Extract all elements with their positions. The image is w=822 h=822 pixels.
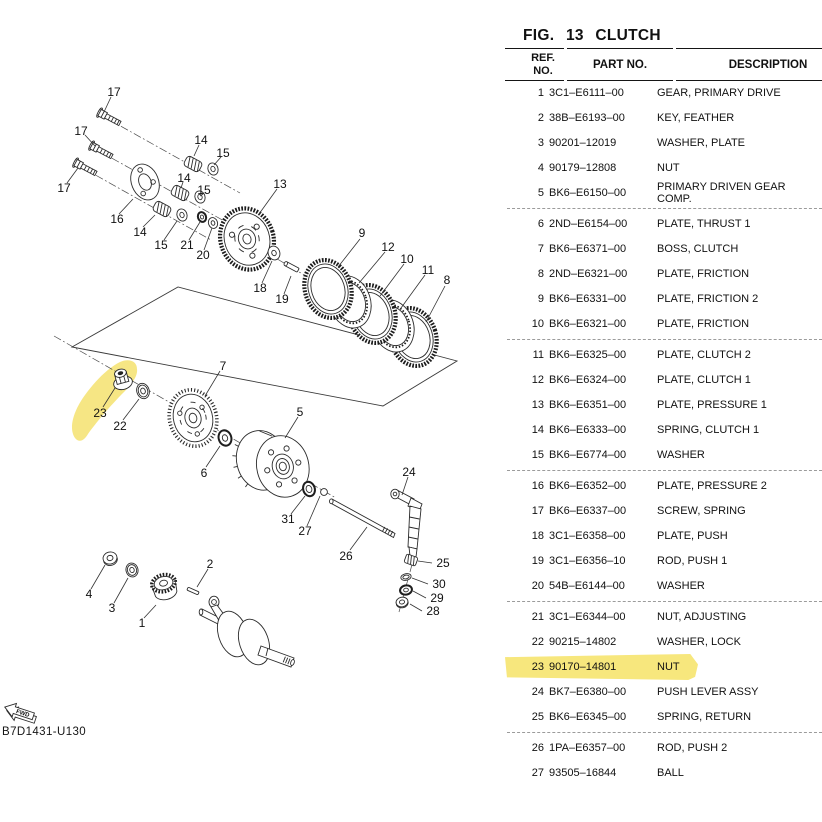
cell-description: PRIMARY DRIVEN GEAR COMP.: [657, 180, 786, 205]
cell-ref-no: 19: [531, 554, 544, 567]
cell-part-no: 2ND–E6321–00: [549, 267, 628, 280]
cell-ref-no: 21: [531, 610, 544, 623]
diagram-callout-27: 27: [298, 524, 312, 539]
table-row: [505, 105, 822, 130]
fwd-arrow-label: FWD: [15, 709, 30, 719]
cell-part-no: BK6–E6337–00: [549, 504, 627, 517]
cell-description: PLATE, PRESSURE 1: [657, 398, 767, 411]
diagram-callout-26: 26: [339, 549, 353, 564]
diagram-callout-12: 12: [381, 240, 395, 255]
cell-part-no: 2ND–E6154–00: [549, 217, 628, 230]
cell-description: NUT, ADJUSTING: [657, 610, 747, 623]
axis-lines: [54, 119, 416, 612]
table-row: [505, 367, 822, 392]
diagram-callout-14: 14: [194, 133, 208, 148]
diagram-callout-25: 25: [436, 556, 450, 571]
table-row: [505, 261, 822, 286]
table-row: [505, 130, 822, 155]
diagram-callout-14: 14: [177, 171, 191, 186]
table-row: [505, 548, 822, 573]
plate-16: [126, 160, 165, 204]
cell-ref-no: 24: [531, 685, 544, 698]
cell-part-no: 90215–14802: [549, 635, 617, 648]
washer-15-a: [206, 161, 220, 176]
cell-part-no: BK6–E6351–00: [549, 398, 627, 411]
cell-ref-no: 1: [537, 86, 544, 99]
cell-part-no: BK6–E6321–00: [549, 317, 627, 330]
cell-description: WASHER: [657, 448, 705, 461]
table-row: [505, 417, 822, 442]
cell-part-no: BK6–E6371–00: [549, 242, 627, 255]
cell-part-no: 3C1–E6358–00: [549, 529, 626, 542]
o-ring-30: [400, 573, 412, 582]
diagram-callout-23: 23: [93, 406, 107, 421]
diagram-callout-30: 30: [432, 577, 446, 592]
diagram-callout-15: 15: [197, 183, 211, 198]
cell-part-no: BK6–E6774–00: [549, 448, 627, 461]
highlight-blob: [72, 360, 137, 441]
cell-part-no: BK6–E6325–00: [549, 348, 627, 361]
cell-ref-no: 10: [531, 317, 544, 330]
table-body: [505, 80, 822, 785]
diagram-callout-28: 28: [426, 604, 440, 619]
table-row: [505, 498, 822, 523]
cell-description: BOSS, CLUTCH: [657, 242, 739, 255]
cell-description: PLATE, CLUTCH 2: [657, 348, 751, 361]
table-row: [505, 155, 822, 180]
table-row: [505, 604, 822, 629]
cell-description: PLATE, FRICTION 2: [657, 292, 759, 305]
cell-part-no: BK6–E6333–00: [549, 423, 627, 436]
header-description: DESCRIPTION: [676, 48, 822, 81]
cell-ref-no: 25: [531, 710, 544, 723]
cell-ref-no: 16: [531, 479, 544, 492]
cell-ref-no: 17: [531, 504, 544, 517]
cell-description: BALL: [657, 766, 684, 779]
cell-part-no: BK6–E6150–00: [549, 186, 627, 199]
push-lever-24: [391, 489, 422, 557]
cell-part-no: 38B–E6193–00: [549, 111, 625, 124]
cell-description: NUT: [657, 161, 680, 174]
cell-ref-no: 18: [531, 529, 544, 542]
table-row: [505, 704, 822, 729]
cell-description: WASHER: [657, 579, 705, 592]
header-part-no: PART NO.: [567, 48, 673, 81]
bolt-17-b: [88, 140, 115, 161]
diagram-callout-17: 17: [107, 85, 121, 100]
primary-drive-gear-1: [150, 572, 179, 602]
cell-ref-no: 23: [531, 660, 544, 673]
feather-key-2: [187, 587, 199, 595]
cell-description: KEY, FEATHER: [657, 111, 735, 124]
cell-description: PLATE, FRICTION: [657, 267, 750, 280]
cell-ref-no: 4: [537, 161, 544, 174]
table-row: [505, 523, 822, 548]
cell-ref-no: 27: [531, 766, 544, 779]
table-row: [505, 342, 822, 367]
ball-27: [321, 489, 328, 496]
cell-description: PLATE, CLUTCH 1: [657, 373, 751, 386]
cell-part-no: 90179–12808: [549, 161, 617, 174]
diagram-callout-4: 4: [85, 587, 93, 602]
table-row: [505, 679, 822, 704]
cell-ref-no: 15: [531, 448, 544, 461]
cell-description: WASHER, LOCK: [657, 635, 741, 648]
diagram-callout-29: 29: [430, 591, 444, 606]
cell-ref-no: 14: [531, 423, 544, 436]
leader-lines: [67, 97, 445, 618]
cell-ref-no: 5: [537, 186, 544, 199]
table-row: [505, 286, 822, 311]
diagram-callout-16: 16: [110, 212, 124, 227]
diagram-callout-11: 11: [421, 263, 435, 278]
diagram-callout-3: 3: [108, 601, 116, 616]
cell-ref-no: 22: [531, 635, 544, 648]
header-ref-no: REF. NO.: [505, 48, 564, 81]
spring-14-a: [183, 155, 203, 173]
cell-description: SCREW, SPRING: [657, 504, 746, 517]
bolt-17-c: [72, 157, 99, 178]
diagram-callout-18: 18: [253, 281, 267, 296]
diagram-callout-13: 13: [273, 177, 287, 192]
cell-ref-no: 26: [531, 741, 544, 754]
cell-ref-no: 7: [537, 242, 544, 255]
cell-ref-no: 3: [537, 136, 544, 149]
drawing-code: B7D1431-U130: [2, 726, 87, 738]
diagram-callout-15: 15: [154, 238, 168, 253]
nut-21: [197, 211, 208, 223]
cell-part-no: BK6–E6324–00: [549, 373, 627, 386]
cell-description: PUSH LEVER ASSY: [657, 685, 759, 698]
diagram-callout-24: 24: [402, 465, 416, 480]
diagram-callout-21: 21: [180, 238, 194, 253]
cell-part-no: 3C1–E6111–00: [549, 86, 624, 99]
diagram-callout-2: 2: [206, 557, 214, 572]
table-row: [505, 392, 822, 417]
diagram-callout-6: 6: [200, 466, 208, 481]
cell-part-no: BK6–E6345–00: [549, 710, 627, 723]
cell-part-no: BK6–E6352–00: [549, 479, 627, 492]
diagram-callout-5: 5: [296, 405, 304, 420]
washer-20: [207, 216, 219, 229]
table-row: [505, 442, 822, 467]
table-row: [505, 211, 822, 236]
nut-28: [395, 596, 409, 609]
table-row: [505, 236, 822, 261]
cell-description: ROD, PUSH 2: [657, 741, 728, 754]
cell-ref-no: 6: [537, 217, 544, 230]
cell-ref-no: 9: [537, 292, 544, 305]
cell-part-no: 93505–16844: [549, 766, 617, 779]
table-row: [505, 735, 822, 760]
plate-washer-3: [124, 562, 139, 579]
crankshaft: [199, 596, 295, 669]
cell-ref-no: 8: [537, 267, 544, 280]
spring-14-b: [170, 184, 190, 202]
cell-part-no: 54B–E6144–00: [549, 579, 625, 592]
thrust-plate-6: [217, 429, 234, 448]
cell-description: PLATE, FRICTION: [657, 317, 750, 330]
callout-labels: [57, 85, 450, 630]
table-row: [505, 80, 822, 105]
table-row: [505, 180, 822, 205]
diagram-callout-19: 19: [275, 292, 289, 307]
cell-description: GEAR, PRIMARY DRIVE: [657, 86, 781, 99]
diagram-callout-1: 1: [138, 616, 146, 631]
fwd-arrow-icon: [2, 700, 39, 726]
cell-description: SPRING, RETURN: [657, 710, 752, 723]
diagram-callout-7: 7: [219, 359, 227, 374]
cell-part-no: BK6–E6331–00: [549, 292, 627, 305]
nut-4: [102, 550, 119, 567]
cell-part-no: BK7–E6380–00: [549, 685, 627, 698]
diagram-callout-20: 20: [196, 248, 210, 263]
diagram-callout-31: 31: [281, 512, 295, 527]
diagram-callout-9: 9: [358, 226, 366, 241]
diagram-callout-22: 22: [113, 419, 127, 434]
washer-15-c: [175, 207, 189, 222]
cell-ref-no: 11: [532, 348, 544, 361]
table-row: [505, 311, 822, 336]
primary-driven-gear-5: [226, 420, 315, 508]
cell-part-no: 90170–14801: [549, 660, 617, 673]
table-row: [505, 573, 822, 598]
diagram-callout-17: 17: [74, 124, 88, 139]
cell-description: WASHER, PLATE: [657, 136, 746, 149]
pressure-plate-13: [212, 201, 282, 276]
push-rod-26: [330, 499, 396, 538]
cell-part-no: 90201–12019: [549, 136, 617, 149]
table-header: [505, 48, 822, 81]
cell-part-no: 3C1–E6344–00: [549, 610, 626, 623]
table-row: [505, 760, 822, 785]
cell-ref-no: 13: [531, 398, 544, 411]
diagram-callout-14: 14: [133, 225, 147, 240]
washer-29: [399, 584, 413, 595]
cell-description: PLATE, THRUST 1: [657, 217, 751, 230]
cell-part-no: 1PA–E6357–00: [549, 741, 626, 754]
cell-ref-no: 20: [531, 579, 544, 592]
diagram-callout-8: 8: [443, 273, 451, 288]
clutch-boss-7: [163, 384, 223, 451]
table-row: [505, 629, 822, 654]
bolt-17-a: [96, 107, 123, 128]
cell-ref-no: 12: [531, 373, 544, 386]
table-row: [505, 654, 822, 679]
parts-table: [505, 0, 822, 822]
cell-description: SPRING, CLUTCH 1: [657, 423, 760, 436]
cell-description: PLATE, PUSH: [657, 529, 728, 542]
diagram-callout-15: 15: [216, 146, 230, 161]
diagram-callout-10: 10: [400, 252, 414, 267]
lock-washer-22: [135, 382, 152, 401]
cell-description: NUT: [657, 660, 680, 673]
cell-description: ROD, PUSH 1: [657, 554, 728, 567]
push-rod-19: [283, 261, 299, 272]
cell-description: PLATE, PRESSURE 2: [657, 479, 767, 492]
cell-part-no: 3C1–E6356–10: [549, 554, 626, 567]
table-row: [505, 473, 822, 498]
figure-title: FIG. 13 CLUTCH: [523, 27, 661, 44]
cell-ref-no: 2: [537, 111, 544, 124]
diagram-callout-17: 17: [57, 181, 71, 196]
